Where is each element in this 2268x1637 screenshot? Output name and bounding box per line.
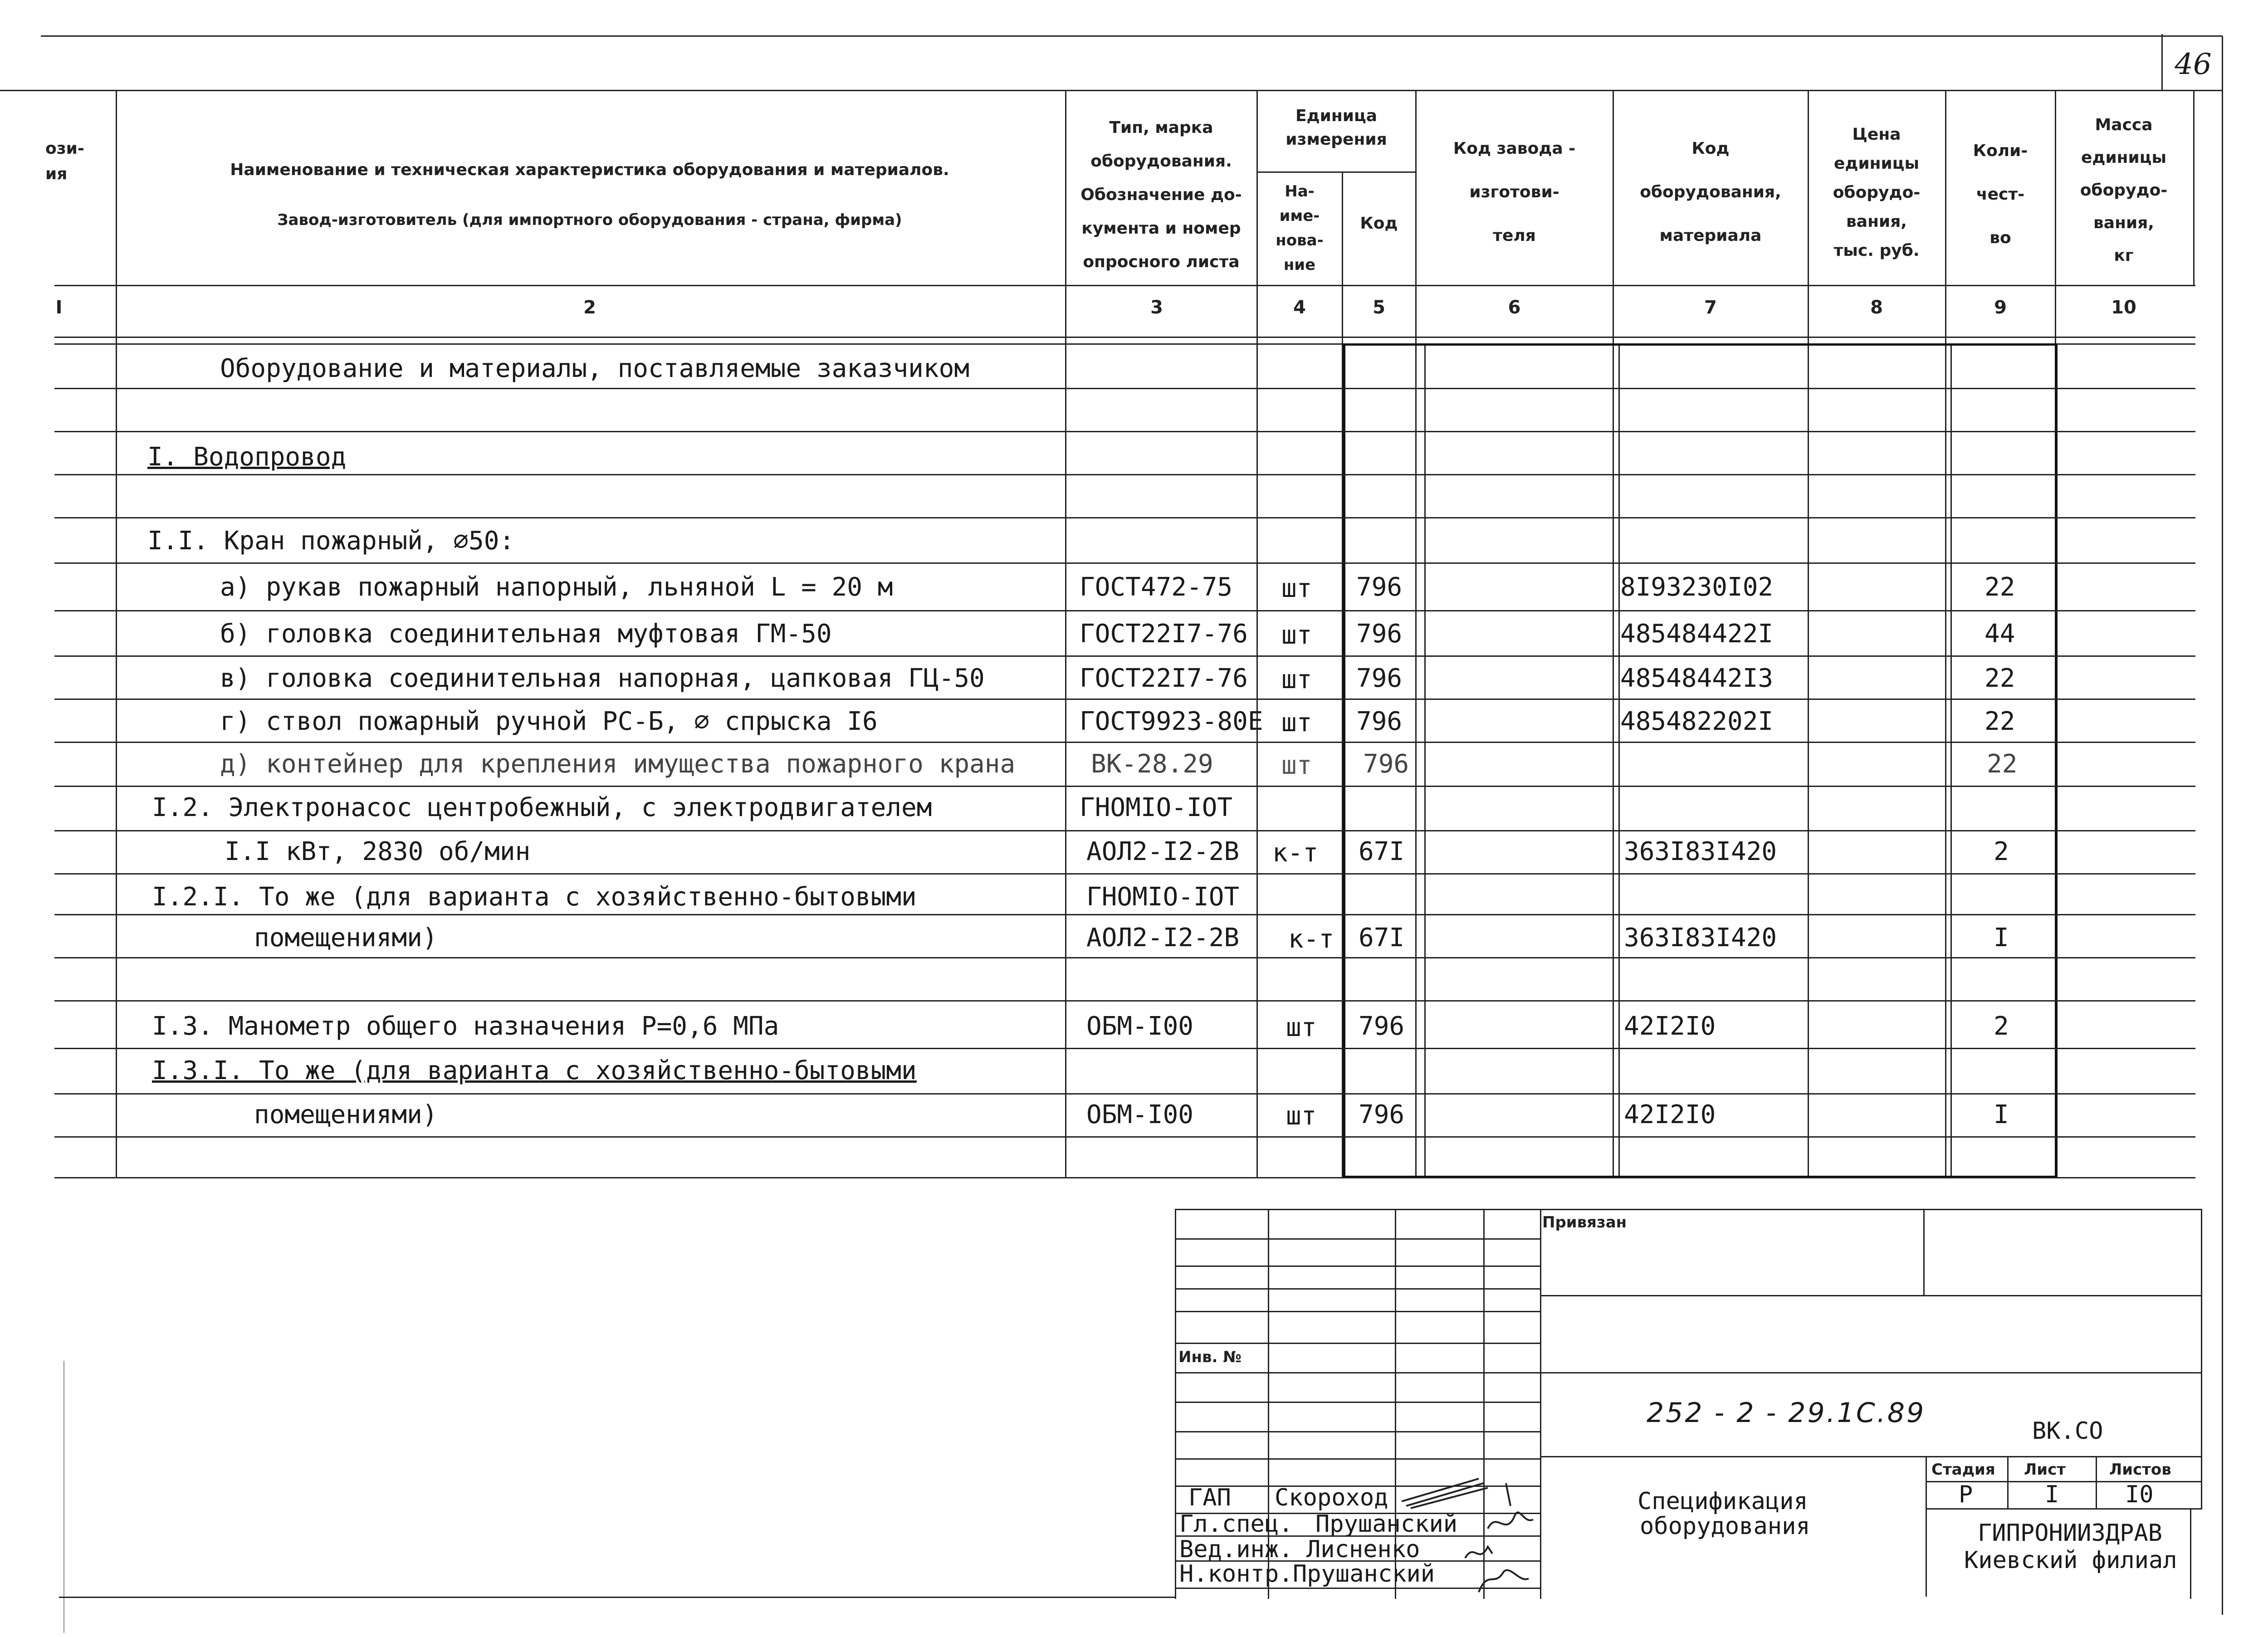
table-row	[220, 354, 969, 383]
document-title-line1: Спецификация	[1637, 1488, 1808, 1515]
item-quantity: I	[1994, 1100, 2009, 1129]
sheets-value: I0	[2125, 1481, 2154, 1508]
item-type: АОЛ2-I2-2В	[1086, 837, 1240, 866]
item-material-code: 363I83I420	[1624, 837, 1777, 866]
item-unit: шт	[1281, 621, 1312, 650]
col4-header-line3: нова-	[1276, 231, 1324, 249]
item-unit: к-т	[1272, 838, 1319, 868]
organization-line1: ГИПРОНИИЗДРАВ	[1978, 1520, 2162, 1547]
item-unit-code: 67I	[1359, 837, 1405, 866]
col4-header-line4: ние	[1283, 256, 1316, 274]
item-type: ОБМ-I00	[1086, 1012, 1194, 1041]
unit-group-header-line2: измерения	[1286, 130, 1387, 149]
item-quantity: 22	[1987, 749, 2018, 779]
item-unit-code: 67I	[1359, 923, 1405, 953]
organization-line2: Киевский филиал	[1964, 1547, 2177, 1574]
item-type: ВК-28.29	[1091, 749, 1213, 779]
item-type: ГНОМIО-IОТ	[1086, 882, 1240, 912]
item-quantity: 22	[1984, 707, 2015, 736]
item-name: I.3.I. То же (для варианта с хозяйственно-бытовыми	[152, 1056, 917, 1085]
col-number-9: 9	[1994, 297, 2007, 318]
col-number-10: 10	[2111, 297, 2136, 318]
col10-header-line5: кг	[2114, 246, 2134, 265]
col8-header-line3: оборудо-	[1833, 183, 1921, 202]
col9-header-line1: Коли-	[1973, 142, 2028, 160]
col-number-1: I	[55, 297, 63, 318]
signer-role: Вед.инж.	[1179, 1536, 1293, 1563]
item-name: помещениями)	[254, 1100, 438, 1129]
item-type: ГОСТ472-75	[1080, 572, 1233, 602]
item-name: помещениями)	[254, 923, 438, 953]
col3-header-line3: Обозначение до-	[1080, 186, 1242, 204]
item-name: I.2.I. То же (для варианта с хозяйственно-бытовыми	[152, 882, 917, 912]
signer-name: Прушанский	[1315, 1510, 1458, 1538]
signer-name: Лисненко	[1306, 1536, 1420, 1563]
item-unit-code: 796	[1356, 572, 1403, 602]
item-unit: шт	[1286, 1101, 1317, 1131]
item-material-code: 42I2I0	[1624, 1100, 1716, 1129]
item-type: ГОСТ22I7-76	[1080, 619, 1248, 649]
item-name: д) контейнер для крепления имущества пожарного крана	[220, 749, 1016, 779]
col3-header-line5: опросного листа	[1083, 253, 1240, 271]
item-unit-code: 796	[1356, 707, 1403, 736]
sheet-label: Лист	[2024, 1461, 2066, 1479]
table-row	[147, 526, 514, 556]
col4-header-line2: име-	[1279, 207, 1320, 225]
col9-header-line3: во	[1989, 229, 2011, 247]
item-quantity: 22	[1984, 664, 2015, 693]
item-type: ОБМ-I00	[1086, 1100, 1194, 1129]
col3-header-line2: оборудования.	[1090, 152, 1232, 171]
signer-name: Прушанский	[1293, 1560, 1435, 1588]
col1-header-line1: ози-	[45, 139, 84, 158]
item-unit-code: 796	[1356, 664, 1403, 693]
item-unit: к-т	[1288, 924, 1334, 954]
col3-header-line1: Тип, марка	[1109, 118, 1213, 137]
item-name: I.3. Манометр общего назначения Р=0,6 МПа	[152, 1012, 779, 1041]
item-quantity: 2	[1994, 1012, 2009, 1041]
col10-header-line4: вания,	[2093, 214, 2154, 232]
item-type: АОЛ2-I2-2В	[1086, 923, 1240, 953]
item-type: ГОСТ9923-80Е	[1080, 707, 1263, 736]
item-name: г) ствол пожарный ручной РС-Б, ∅ спрыска I6	[220, 707, 878, 736]
item-unit-code: 796	[1359, 1012, 1405, 1041]
item-quantity: 22	[1984, 572, 2015, 602]
signer-role: Н.контр.	[1179, 1560, 1293, 1588]
item-material-code: 48548442I3	[1620, 664, 1774, 693]
col7-header-line1: Код	[1691, 139, 1730, 158]
col6-header-line2: изготови-	[1469, 183, 1559, 201]
item-unit: шт	[1281, 574, 1312, 603]
col9-header-line2: чест-	[1976, 185, 2025, 204]
col10-header-line1: Масса	[2095, 116, 2153, 134]
item-name: I.I. Кран пожарный, ∅50:	[147, 526, 515, 556]
col-number-6: 6	[1508, 297, 1521, 318]
col7-header-line3: материала	[1659, 226, 1762, 245]
item-material-code: 485484422I	[1620, 619, 1774, 649]
col4-header-line1: На-	[1285, 182, 1315, 200]
table-row	[147, 442, 346, 472]
document-code: 252 - 2 - 29.1С.89	[1647, 1397, 1926, 1429]
inventory-number-label: Инв. №	[1178, 1348, 1242, 1366]
item-name: I.I кВт, 2830 об/мин	[225, 837, 531, 866]
item-type: ГНОМIО-IОТ	[1080, 793, 1233, 822]
item-name: I. Водопровод	[147, 442, 347, 472]
item-unit-code: 796	[1363, 749, 1409, 779]
col8-header-line1: Цена	[1852, 125, 1901, 144]
item-material-code: 8I93230I02	[1620, 572, 1774, 602]
signer-role: ГАП	[1188, 1484, 1231, 1511]
col3-header-line4: кумента и номер	[1081, 219, 1241, 238]
signer-name: Скороход	[1275, 1484, 1388, 1511]
sheet-value: I	[2045, 1481, 2059, 1508]
item-material-code: 363I83I420	[1624, 923, 1777, 953]
item-name: Оборудование и материалы, поставляемые заказчиком	[220, 354, 970, 383]
stage-value: Р	[1959, 1481, 1973, 1508]
col10-header-line2: единицы	[2081, 148, 2167, 167]
col-number-5: 5	[1373, 297, 1385, 318]
item-quantity: 44	[1984, 619, 2015, 649]
item-material-code: 42I2I0	[1624, 1012, 1716, 1041]
col8-header-line2: единицы	[1833, 154, 1920, 173]
signer-role: Гл.спец.	[1179, 1510, 1293, 1538]
item-quantity: 2	[1994, 837, 2009, 866]
item-quantity: I	[1994, 923, 2009, 953]
drawing-mark: ВК.СО	[2032, 1417, 2103, 1445]
bound-label: Привязан	[1542, 1213, 1627, 1231]
item-material-code: 485482202I	[1620, 707, 1774, 736]
col1-header-line2: ия	[45, 165, 68, 183]
item-unit-code: 796	[1356, 619, 1403, 649]
col-number-8: 8	[1870, 297, 1883, 318]
document-title-line2: оборудования	[1640, 1513, 1810, 1540]
col8-header-line5: тыс. руб.	[1833, 241, 1920, 260]
sheet-number: 46	[2175, 48, 2212, 81]
sheets-label: Листов	[2109, 1461, 2171, 1479]
item-type: ГОСТ22I7-76	[1080, 664, 1248, 693]
item-name: I.2. Электронасос центробежный, с электродвигателем	[152, 793, 932, 822]
col10-header-line3: оборудо-	[2080, 181, 2168, 200]
item-name: б) головка соединительная муфтовая ГМ-50	[220, 619, 832, 649]
item-unit: шт	[1281, 708, 1312, 738]
col-number-4: 4	[1293, 297, 1306, 318]
col6-header-line3: теля	[1493, 226, 1536, 245]
col-number-7: 7	[1704, 297, 1717, 318]
col2-header-line1: Наименование и техническая характеристика оборудования и материалов.	[230, 161, 949, 179]
item-name: а) рукав пожарный напорный, льняной L = 20 м	[220, 572, 893, 602]
unit-group-header-line1: Единица	[1295, 107, 1377, 125]
item-unit: шт	[1281, 751, 1312, 780]
col8-header-line4: вания,	[1846, 212, 1907, 231]
signatures-graphic	[1397, 1474, 1542, 1597]
item-unit: шт	[1281, 665, 1312, 694]
item-unit-code: 796	[1359, 1100, 1405, 1129]
col-number-2: 2	[583, 297, 596, 318]
stage-label: Стадия	[1931, 1461, 1995, 1479]
col2-header-line2: Завод-изготовитель (для импортного оборудования - страна, фирма)	[277, 211, 902, 229]
item-unit: шт	[1286, 1013, 1317, 1042]
item-name: в) головка соединительная напорная, цапковая ГЦ-50	[220, 664, 985, 693]
col5-header: Код	[1360, 214, 1398, 233]
col-number-3: 3	[1150, 297, 1163, 318]
col7-header-line2: оборудования,	[1640, 183, 1781, 201]
col6-header-line1: Код завода -	[1453, 139, 1576, 158]
